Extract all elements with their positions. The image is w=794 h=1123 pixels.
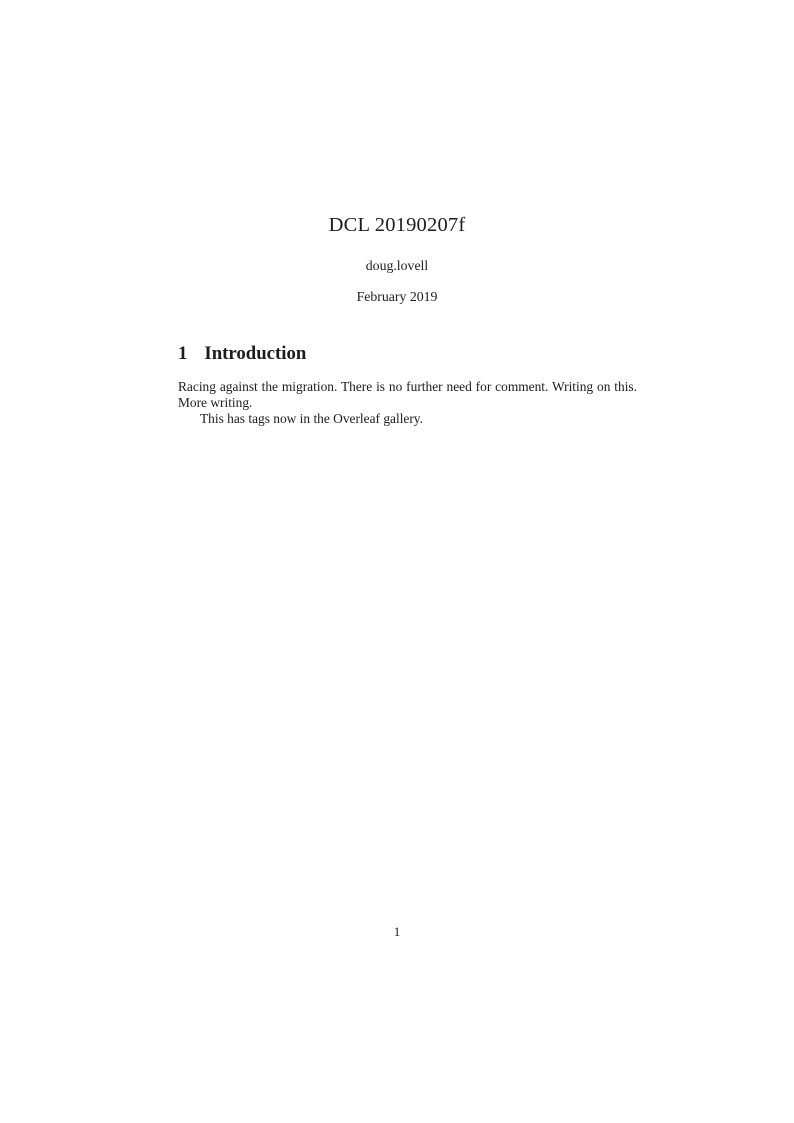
paragraph: This has tags now in the Overleaf gallery. <box>200 411 423 427</box>
title-block <box>0 213 794 306</box>
document-author: doug.lovell <box>365 257 429 273</box>
document-title: DCL 20190207f <box>328 214 466 236</box>
document-body <box>178 343 637 428</box>
section-heading <box>178 343 637 365</box>
document-date: February 2019 <box>356 289 438 305</box>
paragraph-group <box>178 379 637 428</box>
page-number: 1 <box>393 924 401 939</box>
paragraph: Racing against the migration. There is no further need for comment. Writing on this. More writing. <box>178 378 637 410</box>
section-number: 1 <box>178 343 188 364</box>
section-title: Introduction <box>204 343 307 364</box>
